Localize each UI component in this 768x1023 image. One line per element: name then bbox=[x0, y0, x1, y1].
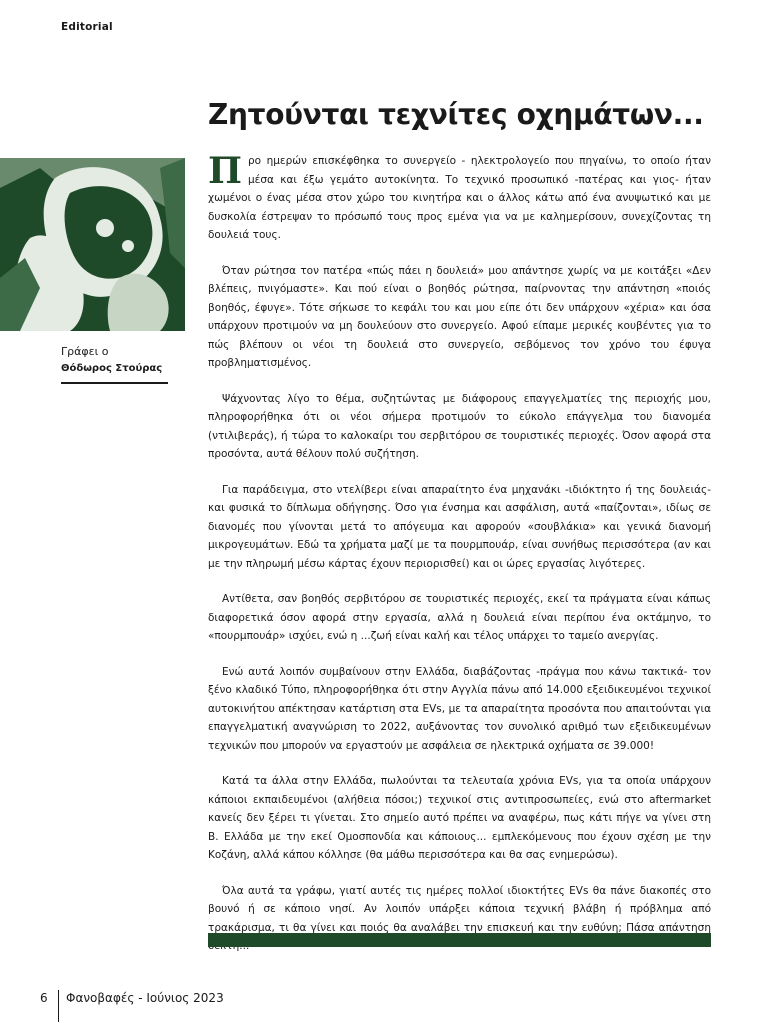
drop-cap: Π bbox=[208, 150, 242, 192]
article-paragraph bbox=[208, 152, 711, 245]
byline-author: Θόδωρος Στούρας bbox=[61, 363, 163, 374]
article-paragraph: Αντίθετα, σαν βοηθός σερβιτόρου σε τουριστικές περιοχές, εκεί τα πράγματα είναι κάπως διαφορετικά όσον αφορά στην εργασία, αλλά η δουλειά είναι περίπου ένα οκτάμηνο, το «πουρμπουάρ» ισχύει, ενώ η ...ζωή είναι καλή και τέλος υπάρχει το ταμείο ανεργίας. bbox=[208, 593, 711, 642]
article-paragraph: Ψάχνοντας λίγο το θέμα, συζητώντας με διάφορους επαγγελματίες της περιοχής μου, πληροφορήθηκα ότι οι νέοι σήμερα προτιμούν το εύκολο επάγγελμα του διανομέα (ντιλιβεράς), ή τώρα το καλοκαίρι του σερβιτόρου σε τουριστικές περιοχές. Όσον αφορά στα προσόντα, αυτά θέλουν πολύ συζήτηση. bbox=[208, 392, 711, 460]
article-headline: Ζητούνται τεχνίτες οχημάτων... bbox=[208, 98, 704, 131]
page-number: 6 bbox=[40, 991, 48, 1005]
footer-publication: Φανοβαφές - Ιούνιος 2023 bbox=[66, 991, 224, 1005]
article-body bbox=[208, 152, 711, 973]
article-paragraph: Όλα αυτά τα γράφω, γιατί αυτές τις ημέρες πολλοί ιδιοκτήτες EVs θα πάνε διακοπές στο βουνό ή σε κάποιο νησί. Αν λοιπόν υπάρξει κάποια τεχνική βλάβη ή πρόβλημα από τρακάρισμα, τι θα γίνει και ποιός θα αναλάβει την επισκευή και την ευθύνη; Πάσα απάντηση bbox=[208, 884, 711, 934]
article-paragraph-text: ρο ημερών επισκέφθηκα το συνεργείο - ηλεκτρολογείο που πηγαίνω, το οποίο ήταν μέσα και έξω γεμάτο αυτοκίνητα. Το τεχνικό προσωπικό -πατέρας και γιος- ήταν χωμένοι ο ένας μέσα στον χώρο του κινητήρα και ο άλλος κάτω από ένα ανυψωτικό και με δυσκολία έστρεψαν το πρόσωπό τους προς εμένα για να με καλημερίσουν, συνεχίζοντας τη δουλειά τους. bbox=[208, 155, 711, 241]
bottom-accent-bar bbox=[208, 933, 711, 947]
byline-divider bbox=[61, 382, 168, 384]
byline-prefix: Γράφει ο bbox=[61, 345, 109, 358]
author-photo-image bbox=[0, 158, 185, 331]
article-paragraph: Για παράδειγμα, στο ντελίβερι είναι απαραίτητο ένα μηχανάκι -ιδιόκτητο ή της δουλειάς- και φυσικά το δίπλωμα οδήγησης. Όσο για ένσημα και ασφάλιση, αυτά «παίζονται», ιδίως σε διανομές που γίνονται μετά το απόγευμα και αφορούν «σουβλάκια» και γενικά διανομή μικρογευμάτων. Εδώ τα χρήματα μαζί με τα πουρμπουάρ, είναι συνήθως περισσότερα (αν και με την πληρωμή μέσω κάρτας έχουν περιορισθεί) και οι ώρες εργασίας λιγότερες. bbox=[208, 483, 711, 570]
byline bbox=[61, 343, 168, 384]
article-paragraph: Κατά τα άλλα στην Ελλάδα, πωλούνται τα τελευταία χρόνια EVs, για τα οποία υπάρχουν κάποιοι εκπαιδευμένοι (αλήθεια πόσοι;) τεχνικοί στις αντιπροσωπείες, ενώ στο aftermarket κανείς δεν ξέρει τι γίνεται. Στο σημείο αυτό πρέπει να αναφέρω, πως κάτι πήγε να γίνει στη Β. Ελλάδα με την εκεί Ομοσπονδία και κάποιους... εμπλεκόμενους που έχουν σχέση με την Κοζάνη, αλλά κάπου κόλλησε (θα μάθω περισσότερα και θα σας ενημερώσω). bbox=[208, 775, 711, 861]
article-paragraph: Ενώ αυτά λοιπόν συμβαίνουν στην Ελλάδα, διαβάζοντας -πράγμα που κάνω τακτικά- τον ξένο κλαδικό Τύπο, πληροφορήθηκα ότι στην Αγγλία πάνω από 14.000 εξειδικευμένοι τεχνικοί αυτοκινήτου απέκτησαν κατάρτιση στα EVs, με τα απαραίτητα προσόντα που απαιτούνται για επαγγελματική αναγνώριση το 2022, αυξάνοντας τον συνολικό αριθμό των εξειδικευμένων τεχνικών που μπορούν να εργαστούν με ασφάλεια σε ηλεκτρικά οχήματα σε 39.000! bbox=[208, 665, 711, 752]
author-photo bbox=[0, 158, 185, 331]
article-paragraph: Όταν ρώτησα τον πατέρα «πώς πάει η δουλειά» μου απάντησε χωρίς να με κοιτάξει «Δεν βλέπεις, πνιγόμαστε». Και πού είναι ο βοηθός ρώτησα, παίρνοντας την απάντηση «ποιός βοηθός, έφυγε». Τότε σήκωσε το κεφάλι του και μου είπε ότι δεν υπάρχουν «χέρια» και όσα υπάρχουν προτιμούν να μη δουλεύουν στο συνεργείο. Αφού είπαμε μερικές κουβέντες για το πώς βλέπουν οι νέοι τη δουλειά στο συνεργείο, σεβόμενος τον χρόνο του έφυγα προβληματισμένος. bbox=[208, 264, 711, 369]
footer-divider bbox=[58, 990, 59, 1022]
section-label: Editorial bbox=[61, 21, 113, 33]
